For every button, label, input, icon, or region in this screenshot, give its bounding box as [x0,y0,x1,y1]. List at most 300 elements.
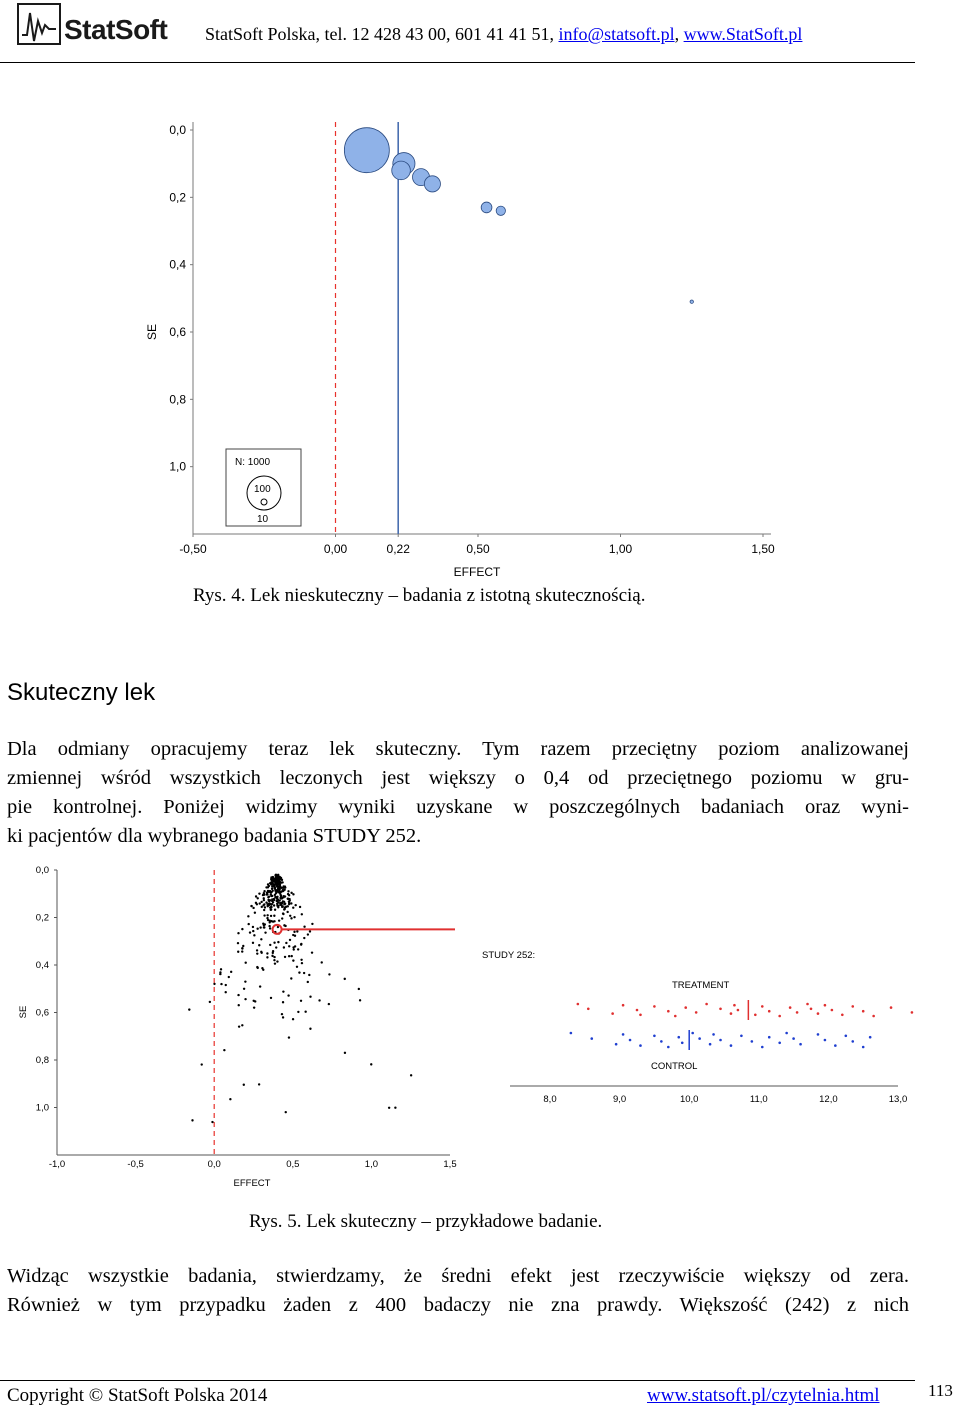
study-dot [257,897,259,899]
y-tick-label: 0,6 [35,1007,49,1019]
control-dot [653,1035,656,1038]
study-dot [269,903,271,905]
study-dot [241,1024,243,1026]
control-dot [698,1037,701,1040]
study-dot [288,1036,290,1038]
study-dot [300,1000,302,1002]
study-dot [260,938,262,940]
study-dot [286,911,288,913]
study-dot [264,923,266,925]
study-dot [244,998,246,1000]
study-dot [282,990,284,992]
study-dot [300,943,302,945]
control-dot [817,1033,820,1036]
study-dot [282,912,284,914]
y-tick-label: 0,4 [35,960,49,971]
header-contact [205,24,802,45]
treatment-dot [754,1014,757,1017]
study-dot [242,945,244,947]
study-dot [252,930,254,932]
study-dot [282,889,284,891]
control-dot [681,1042,684,1045]
study-dot [410,1074,412,1076]
control-dot [740,1035,743,1038]
treatment-dot [831,1009,834,1012]
study-dot [300,959,302,961]
study-dot [243,988,245,990]
treatment-dot [733,1004,736,1007]
study-dot [263,894,265,896]
study-dot [293,948,295,950]
study-dot [249,931,251,933]
footer-divider [0,1380,915,1381]
study-dot [309,1028,311,1030]
study-dot [293,931,295,933]
study-dot [261,967,263,969]
study-dot [273,881,275,883]
study-dot [275,946,277,948]
y-tick-label: 0,0 [169,123,186,137]
study-dot [328,1003,330,1005]
study-dot [283,908,285,910]
study-dot [388,1107,390,1109]
contact-separator: , [674,24,684,44]
study-dot [280,897,282,899]
study-dot [298,971,300,973]
y-tick-label: 0,2 [169,190,186,205]
study-dot [273,904,275,906]
study-dot [245,961,247,963]
x-tick-label: 1,5 [443,1159,457,1170]
control-dot [709,1043,712,1046]
study-dot [258,944,260,946]
study-dot [270,915,272,917]
study-dot [274,890,276,892]
study-dot [289,915,291,917]
control-dot [691,1032,694,1035]
email-link[interactable]: info@statsoft.pl [558,24,675,44]
control-dot [719,1039,722,1042]
study-dot [247,923,249,925]
control-dot [851,1040,854,1043]
treatment-dot [862,1010,865,1013]
study-dot [259,902,261,904]
study-dot [282,1016,284,1018]
study-dot [252,907,254,909]
treatment-dot [778,1015,781,1018]
treatment-dot [824,1004,827,1007]
treatment-dot [789,1006,792,1009]
study-dot [290,902,292,904]
treatment-dot [667,1010,670,1013]
study-dot [277,905,279,907]
study-dot [293,916,295,918]
study-dot [290,892,292,894]
study-point [344,128,389,173]
inset-control-label: CONTROL [651,1061,698,1072]
study-dot [281,1013,283,1015]
treatment-dot [653,1005,656,1008]
study-dot [256,952,258,954]
study-dot [271,955,273,957]
study-dot [344,1052,346,1054]
study-dot [359,999,361,1001]
study-dot [263,926,265,928]
study-dot [307,933,309,935]
study-dot [253,1000,255,1002]
treatment-dot [622,1004,625,1007]
study-dot [299,906,301,908]
inset-x-tick-label: 9,0 [612,1094,627,1105]
inset-x-tick-label: 13,0 [888,1094,908,1105]
study-dot [358,988,360,990]
study-dot [223,1049,225,1051]
study-dot [301,962,303,964]
figure4-legend [226,449,301,526]
study-dot [272,950,274,952]
study-dot [253,1006,255,1008]
study-dot [311,923,313,925]
study-dot [282,1001,284,1003]
study-dot [279,902,281,904]
control-dot [660,1040,663,1043]
study-dot [213,983,215,985]
inset-x-tick-label: 8,0 [543,1094,557,1105]
study-dot [269,882,271,884]
study-dot [274,894,276,896]
study-dot [255,895,257,897]
control-dot [730,1044,733,1047]
study-dot [241,928,243,930]
study-dot [256,949,258,951]
study-dot [266,952,268,954]
study-dot [228,976,230,978]
study-dot [209,1001,211,1003]
study-dot [219,973,221,975]
study-dot [266,914,268,916]
study-dot [266,904,268,906]
legend-title: N: 1000 [235,457,271,468]
x-tick-label: 1,0 [364,1159,379,1170]
statsoft-logo-icon [17,3,61,45]
control-dot [667,1046,670,1049]
study-dot [289,899,291,901]
treatment-dot [705,1003,708,1006]
study-dot [273,942,275,944]
study-dot [273,959,275,961]
x-tick-label: 0,22 [386,542,410,556]
legend-mid: 100 [254,484,271,495]
study-dot [268,895,270,897]
study-dot [267,919,269,921]
study-dot [237,994,239,996]
treatment-dot [684,1006,687,1009]
study-dot [238,1004,240,1006]
study-dot [284,956,286,958]
study-dot [292,946,294,948]
paragraph-line: Również w tym przypadku żaden z 400 badaczy nie zna prawdy. Większość (242) z nich [7,1294,909,1316]
study-dot [270,920,272,922]
control-dot [590,1037,593,1040]
control-dot [799,1043,802,1046]
inset-x-tick-label: 12,0 [819,1094,838,1105]
study-dot [276,876,278,878]
study-dot [238,1025,240,1027]
inset-x-tick-label: 11,0 [749,1094,768,1105]
treatment-dot [761,1005,764,1008]
study-dot [259,985,261,987]
study-dot [270,891,272,893]
treatment-dot [730,1012,733,1015]
study-dot [291,955,293,957]
study-point [481,202,492,213]
study-dot [252,926,254,928]
study-dot [273,898,275,900]
study-dot [394,1107,396,1109]
study-dot [264,931,266,933]
treatment-dot [768,1010,771,1013]
section-title: Skuteczny lek [7,679,156,706]
control-dot [768,1036,771,1039]
study-dot [297,948,299,950]
study-dot [296,930,298,932]
study-dot [275,885,277,887]
study-dot [263,899,265,901]
study-point [392,161,411,180]
study-dot [225,984,227,986]
x-tick-label: 1,00 [608,542,633,556]
x-tick-label: -0,50 [179,542,207,556]
study-dot [287,994,289,996]
figure4-caption: Rys. 4. Lek nieskuteczny – badania z istotną skutecznością. [193,585,646,606]
study-dot [260,952,262,954]
control-dot [751,1040,754,1043]
section-paragraph [7,735,909,851]
funnel-plot-figure-4 [140,110,790,579]
study-dot [292,893,294,895]
treatment-dot [639,1014,642,1017]
control-dot [824,1039,827,1042]
study-dot [273,956,275,958]
y-axis-label: SE [145,323,159,341]
study-dot [268,925,270,927]
study-dot [311,951,313,953]
study-dot [247,915,249,917]
study-dot [276,897,278,899]
treatment-dot [587,1008,590,1011]
treatment-dot [890,1006,893,1009]
study-dot [269,927,271,929]
treatment-dot [737,1009,740,1012]
study-dot [250,905,252,907]
study-dot [287,890,289,892]
treatment-dot [636,1009,639,1012]
study-dot [269,909,271,911]
treatment-dot [611,1012,614,1015]
study-dot [259,926,261,928]
study-dot [267,890,269,892]
study-dot [269,899,271,901]
treatment-dot [911,1011,914,1014]
study-dot [301,913,303,915]
treatment-dot [841,1014,844,1017]
study-dot [308,974,310,976]
study-dot [220,968,222,970]
page-number: 113 [928,1381,953,1400]
study-dot [225,991,227,993]
study-dot [258,892,260,894]
control-dot [712,1033,715,1036]
control-dot [869,1036,872,1039]
study-dot [264,906,266,908]
y-axis-label: SE [18,1005,29,1019]
study-dot [281,917,283,919]
study-dot [283,946,285,948]
treatment-dot [817,1012,820,1015]
study-dot [266,956,268,958]
study-dot [303,972,305,974]
study-dot [201,1063,203,1065]
paragraph-line: pie kontrolnej. Poniżej widzimy wyniki uzyskane w poszczególnych badaniach oraz wyni- [7,796,909,818]
study-dot [321,961,323,963]
study-dot [277,941,279,943]
study-dot [263,890,265,892]
study-dot [220,983,222,985]
study-dot [272,901,274,903]
paragraph-line: ki pacjentów dla wybranego badania STUDY 252. [7,825,422,847]
treatment-dot [674,1015,677,1018]
study-dot [328,973,330,975]
study-dot [285,1111,287,1113]
study-dot [269,944,271,946]
study-dot [284,925,286,927]
study-dot [277,886,279,888]
x-tick-label: -0,5 [127,1159,144,1170]
treatment-dot [810,1008,813,1011]
study-dot [290,917,292,919]
study-dot [278,899,280,901]
footer-copyright: Copyright © StatSoft Polska 2014 [7,1385,268,1406]
conclusion-paragraph [7,1262,909,1320]
legend-low: 10 [257,514,269,525]
study-dot [292,959,294,961]
x-tick-label: 1,50 [751,542,775,556]
study-dot [288,894,290,896]
contact-text: StatSoft Polska, tel. 12 428 43 00, 601 41 41 51, [205,24,559,44]
treatment-dot [872,1015,875,1018]
inset-treatment-label: TREATMENT [672,980,730,991]
study-dot [237,942,239,944]
study-dot [255,902,257,904]
inset-x-tick-label: 10,0 [679,1094,699,1105]
header-divider [0,62,915,63]
study-dot [266,893,268,895]
study-dot [292,907,294,909]
study-dot [272,884,274,886]
study-dot [294,904,296,906]
study-dot [297,1011,299,1013]
study-dot [288,945,290,947]
y-tick-label: 0,8 [35,1055,49,1066]
study-dot [318,999,320,1001]
treatment-dot [577,1003,580,1006]
study-dot [303,937,305,939]
study-dot [261,906,263,908]
x-tick-label: -1,0 [48,1159,66,1170]
y-tick-label: 1,0 [169,459,186,474]
study-dot [267,883,269,885]
control-dot [629,1039,632,1042]
study-dot [257,967,259,969]
study-dot [263,914,265,916]
study-dot [271,895,273,897]
study-dot [274,909,276,911]
control-dot [761,1046,764,1049]
study-dot [344,978,346,980]
study-dot [278,919,280,921]
study-dot [296,966,298,968]
study-dot [370,1063,372,1065]
study-dot [191,1119,193,1121]
study-dot [211,1121,213,1123]
study-dot [270,877,272,879]
study-dot [270,997,272,999]
y-tick-label: 0,8 [169,392,186,407]
study-dot [254,911,256,913]
study-dot [188,1008,190,1010]
y-tick-label: 0,0 [35,865,49,876]
x-axis-label: EFFECT [233,1178,271,1189]
study-dot [292,1018,294,1020]
x-tick-label: 0,5 [286,1159,300,1170]
study-dot [276,900,278,902]
study-dot [303,925,305,927]
study-point [496,206,505,215]
study-dot [274,887,276,889]
x-tick-label: 0,00 [323,542,348,556]
website-link[interactable]: www.StatSoft.pl [683,24,803,44]
footer-link[interactable]: www.statsoft.pl/czytelnia.html [647,1385,880,1406]
study-dot [258,1083,260,1085]
study-dot [284,903,286,905]
control-dot [778,1042,781,1045]
x-tick-label: 0,0 [207,1159,221,1170]
study-dot [278,879,280,881]
study-dot [237,932,239,934]
study-dot [304,1010,306,1012]
study-point [424,176,440,192]
y-tick-label: 0,6 [169,325,186,339]
study-dot [241,950,243,952]
logo-text: StatSoft [64,14,168,45]
study-dot [288,955,290,957]
footer-link-wrap [647,1385,880,1407]
control-dot [834,1044,837,1047]
paragraph-line: Widząc wszystkie badania, stwierdzamy, że średni efekt jest rzeczywiście większy od zera. [7,1265,909,1287]
study-dot [285,942,287,944]
study-dot [281,905,283,907]
study-dot [270,906,272,908]
study-dot [273,920,275,922]
study-dot [260,901,262,903]
study-dot [276,960,278,962]
study-point [690,300,693,303]
study-dot [279,892,281,894]
study-dot [237,951,239,953]
study-dot [274,962,276,964]
study-dot [256,928,258,930]
treatment-dot [796,1011,799,1014]
